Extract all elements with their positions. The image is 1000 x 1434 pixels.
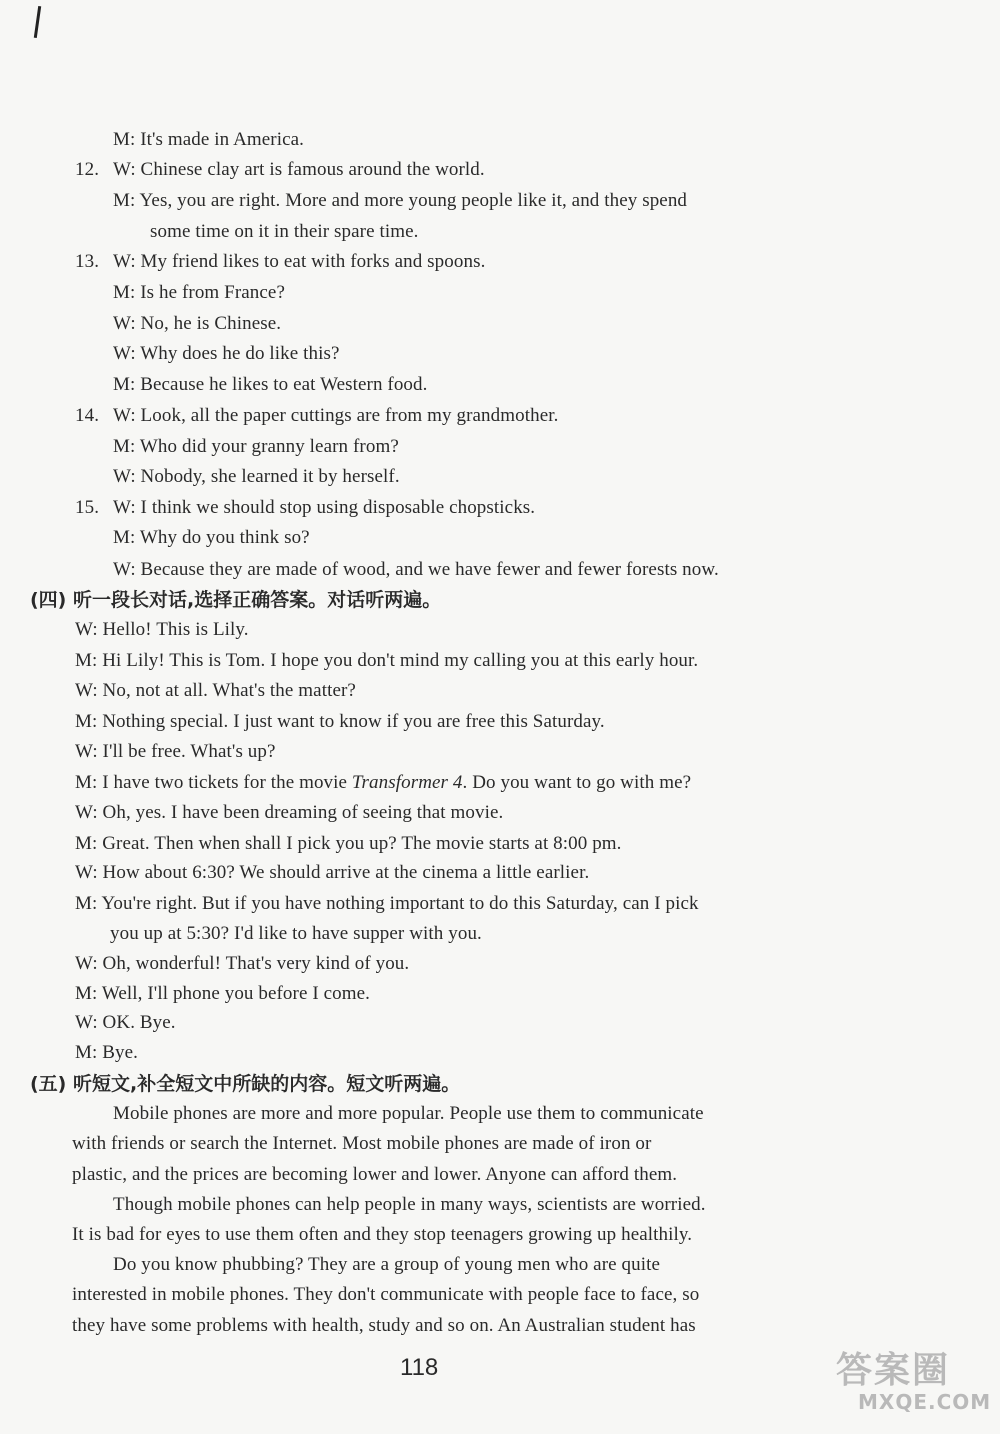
page-number: 118 [400, 1354, 439, 1381]
watermark-url: MXQE.COM [858, 1390, 992, 1414]
paragraph-line: Though mobile phones can help people in many ways, scientists are worried. [113, 1194, 706, 1215]
section-heading: (五) 听短文,补全短文中所缺的内容。短文听两遍。 [30, 1073, 461, 1095]
dialogue-line: W: How about 6:30? We should arrive at the cinema a little earlier. [75, 862, 590, 883]
dialogue-line: M: Hi Lily! This is Tom. I hope you don't mind my calling you at this early hour. [75, 650, 699, 671]
dialogue-line: W: Hello! This is Lily. [75, 619, 249, 640]
section-heading: (四) 听一段长对话,选择正确答案。对话听两遍。 [30, 589, 442, 611]
dialogue-line: W: No, not at all. What's the matter? [75, 680, 356, 701]
paragraph-line: Mobile phones are more and more popular. People use them to communicate [113, 1103, 704, 1124]
dialogue-line: M: Great. Then when shall I pick you up? The movie starts at 8:00 pm. [75, 833, 622, 854]
dialogue-line: M: Well, I'll phone you before I come. [75, 983, 371, 1004]
dialogue-line: some time on it in their spare time. [150, 221, 419, 242]
dialogue-line: M: Is he from France? [113, 282, 285, 303]
dialogue-line: M: Because he likes to eat Western food. [113, 374, 428, 395]
dialogue-line: W: I'll be free. What's up? [75, 741, 276, 762]
dialogue-line: W: OK. Bye. [75, 1012, 176, 1033]
dialogue-line: M: Nothing special. I just want to know if you are free this Saturday. [75, 711, 605, 732]
question-12 [75, 157, 485, 183]
dialogue-line: M: It's made in America. [113, 129, 305, 150]
paragraph-line: they have some problems with health, study and so on. An Australian student has [72, 1315, 696, 1336]
dialogue-line [75, 770, 691, 796]
watermark [836, 1342, 992, 1422]
dialogue-line: W: Nobody, she learned it by herself. [113, 466, 400, 487]
paragraph-line: plastic, and the prices are becoming lower and lower. Anyone can afford them. [72, 1164, 678, 1185]
dialogue-line: W: Look, all the paper cuttings are from my grandmother. [113, 405, 559, 426]
dialogue-line: W: Because they are made of wood, and we have fewer and fewer forests now. [113, 559, 719, 580]
dialogue-line: W: No, he is Chinese. [113, 313, 282, 334]
dialogue-line: W: Why does he do like this? [113, 343, 340, 364]
pen-mark [34, 6, 41, 38]
paragraph-line: It is bad for eyes to use them often and they stop teenagers growing up healthily. [72, 1224, 693, 1245]
question-14 [75, 403, 558, 429]
watermark-title: 答案圈 [836, 1350, 951, 1391]
paragraph-line: interested in mobile phones. They don't communicate with people face to face, so [72, 1284, 700, 1305]
dialogue-line: W: I think we should stop using disposable chopsticks. [113, 497, 536, 518]
question-number: 15. [75, 497, 100, 518]
question-number: 14. [75, 405, 100, 426]
dialogue-line: W: My friend likes to eat with forks and spoons. [113, 251, 486, 272]
dialogue-line: W: Oh, wonderful! That's very kind of you. [75, 953, 410, 974]
dialogue-line: M: Why do you think so? [113, 527, 310, 548]
paragraph-line: Do you know phubbing? They are a group of young men who are quite [113, 1254, 660, 1275]
question-13 [75, 249, 485, 275]
dialogue-text: . Do you want to go with me? [462, 772, 692, 793]
dialogue-line: W: Chinese clay art is famous around the world. [113, 159, 485, 180]
dialogue-line: W: Oh, yes. I have been dreaming of seeing that movie. [75, 802, 504, 823]
question-15 [75, 495, 535, 521]
dialogue-line: M: Bye. [75, 1042, 138, 1063]
dialogue-text: M: I have two tickets for the movie [75, 772, 352, 793]
paragraph-line: with friends or search the Internet. Most mobile phones are made of iron or [72, 1133, 652, 1154]
dialogue-line: M: Who did your granny learn from? [113, 436, 399, 457]
question-number: 12. [75, 159, 100, 180]
dialogue-line: you up at 5:30? I'd like to have supper with you. [110, 923, 482, 944]
dialogue-line: M: Yes, you are right. More and more young people like it, and they spend [113, 190, 688, 211]
movie-title: Transformer 4 [351, 772, 463, 793]
question-number: 13. [75, 251, 100, 272]
dialogue-line: M: You're right. But if you have nothing important to do this Saturday, can I pick [75, 893, 699, 914]
